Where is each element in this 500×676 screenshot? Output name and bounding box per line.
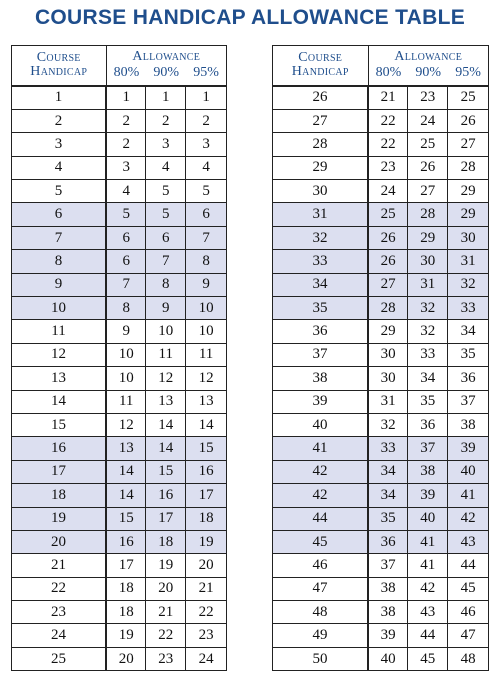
course-handicap-cell: 25	[12, 647, 107, 670]
course-handicap-cell: 10	[12, 297, 107, 320]
table-row	[12, 273, 227, 296]
table-row	[273, 320, 489, 343]
allowance-90-cell: 37	[408, 437, 448, 460]
allowance-95-cell: 15	[186, 437, 227, 460]
course-handicap-cell: 20	[12, 530, 107, 553]
table-row	[273, 390, 489, 413]
table-row	[273, 133, 489, 156]
allowance-90-cell: 44	[408, 624, 448, 647]
allowance-90-cell: 15	[146, 460, 186, 483]
table-row	[273, 647, 489, 670]
course-header-line1: Course	[36, 50, 81, 66]
course-header-line2: Handicap	[30, 64, 88, 80]
allowance-90-cell: 19	[146, 554, 186, 577]
allowance-90-cell: 8	[146, 273, 186, 296]
allowance-95-cell: 34	[448, 320, 489, 343]
page-title: COURSE HANDICAP ALLOWANCE TABLE	[34, 6, 466, 29]
allowance-80-cell: 30	[368, 367, 408, 390]
allowance-95-cell: 13	[186, 390, 227, 413]
table-row	[12, 530, 227, 553]
allowance-95-cell: 8	[186, 250, 227, 273]
allowance-95-cell: 43	[448, 530, 489, 553]
allowance-80-cell: 20	[106, 647, 146, 670]
allowance-95-cell: 33	[448, 297, 489, 320]
course-handicap-cell: 2	[12, 109, 107, 132]
allowance-90-cell: 43	[408, 601, 448, 624]
allowance-80-cell: 38	[368, 601, 408, 624]
allowance-90-cell: 4	[146, 156, 186, 179]
allowance-80-cell: 26	[368, 226, 408, 249]
allowance-80-cell: 38	[368, 577, 408, 600]
allowance-90-cell: 36	[408, 413, 448, 436]
allowance-90-cell: 41	[408, 530, 448, 553]
course-handicap-cell: 33	[273, 250, 369, 273]
allowance-header	[106, 46, 226, 86]
allowance-90-cell: 29	[408, 226, 448, 249]
allowance-80-cell: 29	[368, 320, 408, 343]
allowance-80-cell: 21	[368, 86, 408, 110]
course-handicap-cell: 50	[273, 647, 369, 670]
table-row	[12, 226, 227, 249]
allowance-80-cell: 10	[106, 367, 146, 390]
allowance-95-cell: 1	[186, 86, 227, 110]
allowance-header-label: Allowance	[394, 49, 463, 65]
course-handicap-cell: 39	[273, 390, 369, 413]
allowance-90-cell: 40	[408, 507, 448, 530]
course-header-line2: Handicap	[291, 64, 349, 80]
course-handicap-cell: 15	[12, 413, 107, 436]
allowance-90-cell: 30	[408, 250, 448, 273]
course-handicap-cell: 38	[273, 367, 369, 390]
table-row	[12, 460, 227, 483]
course-handicap-cell: 18	[12, 484, 107, 507]
allowance-95-cell: 42	[448, 507, 489, 530]
allowance-90-cell: 33	[408, 343, 448, 366]
course-handicap-cell: 37	[273, 343, 369, 366]
allowance-95-cell: 19	[186, 530, 227, 553]
course-handicap-cell: 24	[12, 624, 107, 647]
course-handicap-cell: 47	[273, 577, 369, 600]
allowance-95-cell: 32	[448, 273, 489, 296]
allowance-95-cell: 41	[448, 484, 489, 507]
allowance-80-cell: 1	[106, 86, 146, 110]
allowance-80-cell: 18	[106, 601, 146, 624]
course-handicap-cell: 36	[273, 320, 369, 343]
allowance-95-cell: 11	[186, 343, 227, 366]
allowance-90-cell: 17	[146, 507, 186, 530]
course-handicap-cell: 49	[273, 624, 369, 647]
allowance-95-cell: 45	[448, 577, 489, 600]
allowance-80-cell: 14	[106, 460, 146, 483]
table-row	[12, 647, 227, 670]
allowance-90-cell: 13	[146, 390, 186, 413]
pct-95-header: 95%	[193, 65, 219, 81]
allowance-95-cell: 37	[448, 390, 489, 413]
allowance-95-cell: 40	[448, 460, 489, 483]
course-handicap-cell: 14	[12, 390, 107, 413]
table-row	[12, 133, 227, 156]
allowance-80-cell: 19	[106, 624, 146, 647]
allowance-95-cell: 14	[186, 413, 227, 436]
allowance-80-cell: 14	[106, 484, 146, 507]
allowance-header	[368, 46, 488, 86]
allowance-90-cell: 1	[146, 86, 186, 110]
allowance-80-cell: 26	[368, 250, 408, 273]
allowance-95-cell: 16	[186, 460, 227, 483]
table-row	[273, 577, 489, 600]
table-row	[273, 601, 489, 624]
allowance-80-cell: 30	[368, 343, 408, 366]
allowance-95-cell: 36	[448, 367, 489, 390]
allowance-95-cell: 10	[186, 297, 227, 320]
course-handicap-cell: 1	[12, 86, 107, 110]
course-handicap-cell: 44	[273, 507, 369, 530]
course-handicap-cell: 26	[273, 86, 369, 110]
allowance-80-cell: 2	[106, 133, 146, 156]
allowance-90-cell: 12	[146, 367, 186, 390]
allowance-95-cell: 3	[186, 133, 227, 156]
table-row	[273, 367, 489, 390]
table-row	[273, 554, 489, 577]
allowance-95-cell: 26	[448, 109, 489, 132]
table-header	[273, 46, 489, 86]
course-handicap-cell: 3	[12, 133, 107, 156]
pct-80-header: 80%	[375, 65, 402, 81]
table-row	[273, 109, 489, 132]
allowance-80-cell: 12	[106, 413, 146, 436]
allowance-95-cell: 29	[448, 180, 489, 203]
table-row	[273, 460, 489, 483]
allowance-90-cell: 25	[408, 133, 448, 156]
allowance-95-cell: 30	[448, 226, 489, 249]
allowance-95-cell: 21	[186, 577, 227, 600]
allowance-90-cell: 41	[408, 554, 448, 577]
course-handicap-header	[273, 46, 369, 86]
allowance-90-cell: 16	[146, 484, 186, 507]
allowance-95-cell: 39	[448, 437, 489, 460]
allowance-95-cell: 10	[186, 320, 227, 343]
course-handicap-cell: 16	[12, 437, 107, 460]
allowance-95-cell: 2	[186, 109, 227, 132]
table-row	[273, 413, 489, 436]
course-handicap-cell: 19	[12, 507, 107, 530]
allowance-80-cell: 36	[368, 530, 408, 553]
allowance-80-cell: 33	[368, 437, 408, 460]
allowance-90-cell: 26	[408, 156, 448, 179]
allowance-95-cell: 35	[448, 343, 489, 366]
course-handicap-cell: 34	[273, 273, 369, 296]
allowance-80-cell: 4	[106, 180, 146, 203]
allowance-80-cell: 22	[368, 133, 408, 156]
allowance-80-cell: 25	[368, 203, 408, 226]
handicap-table-right	[272, 45, 489, 671]
table-row	[12, 156, 227, 179]
allowance-80-cell: 37	[368, 554, 408, 577]
course-handicap-cell: 12	[12, 343, 107, 366]
pct-80-header: 80%	[113, 65, 140, 81]
course-handicap-cell: 28	[273, 133, 369, 156]
table-row	[12, 250, 227, 273]
course-handicap-cell: 35	[273, 297, 369, 320]
allowance-80-cell: 34	[368, 484, 408, 507]
allowance-95-cell: 25	[448, 86, 489, 110]
allowance-80-cell: 39	[368, 624, 408, 647]
allowance-95-cell: 22	[186, 601, 227, 624]
course-handicap-cell: 22	[12, 577, 107, 600]
table-row	[273, 343, 489, 366]
allowance-80-cell: 32	[368, 413, 408, 436]
course-handicap-cell: 11	[12, 320, 107, 343]
course-handicap-cell: 7	[12, 226, 107, 249]
allowance-80-cell: 34	[368, 460, 408, 483]
allowance-80-cell: 7	[106, 273, 146, 296]
allowance-90-cell: 28	[408, 203, 448, 226]
allowance-80-cell: 28	[368, 297, 408, 320]
course-handicap-cell: 17	[12, 460, 107, 483]
table-row	[273, 437, 489, 460]
course-handicap-cell: 42	[273, 460, 369, 483]
course-handicap-cell: 29	[273, 156, 369, 179]
allowance-80-cell: 5	[106, 203, 146, 226]
allowance-95-cell: 12	[186, 367, 227, 390]
allowance-95-cell: 24	[186, 647, 227, 670]
allowance-95-cell: 18	[186, 507, 227, 530]
allowance-95-cell: 38	[448, 413, 489, 436]
allowance-95-cell: 7	[186, 226, 227, 249]
allowance-90-cell: 14	[146, 413, 186, 436]
table-row	[12, 343, 227, 366]
allowance-80-cell: 35	[368, 507, 408, 530]
allowance-80-cell: 27	[368, 273, 408, 296]
allowance-90-cell: 34	[408, 367, 448, 390]
allowance-90-cell: 27	[408, 180, 448, 203]
course-handicap-cell: 6	[12, 203, 107, 226]
table-row	[273, 484, 489, 507]
allowance-95-cell: 29	[448, 203, 489, 226]
allowance-95-cell: 20	[186, 554, 227, 577]
allowance-95-cell: 6	[186, 203, 227, 226]
table-row	[12, 624, 227, 647]
course-handicap-cell: 40	[273, 413, 369, 436]
course-handicap-cell: 9	[12, 273, 107, 296]
allowance-90-cell: 22	[146, 624, 186, 647]
allowance-90-cell: 6	[146, 226, 186, 249]
table-row	[273, 226, 489, 249]
course-handicap-cell: 27	[273, 109, 369, 132]
table-header	[12, 46, 227, 86]
handicap-table-left	[11, 45, 227, 671]
table-row	[273, 86, 489, 110]
course-handicap-cell: 48	[273, 601, 369, 624]
allowance-90-cell: 11	[146, 343, 186, 366]
table-row	[273, 203, 489, 226]
allowance-80-cell: 18	[106, 577, 146, 600]
allowance-90-cell: 23	[146, 647, 186, 670]
course-handicap-cell: 42	[273, 484, 369, 507]
table-row	[273, 250, 489, 273]
allowance-80-cell: 13	[106, 437, 146, 460]
allowance-95-cell: 28	[448, 156, 489, 179]
allowance-90-cell: 38	[408, 460, 448, 483]
allowance-90-cell: 2	[146, 109, 186, 132]
allowance-90-cell: 5	[146, 203, 186, 226]
allowance-90-cell: 18	[146, 530, 186, 553]
course-handicap-cell: 31	[273, 203, 369, 226]
course-handicap-cell: 45	[273, 530, 369, 553]
course-handicap-cell: 30	[273, 180, 369, 203]
allowance-90-cell: 42	[408, 577, 448, 600]
allowance-90-cell: 32	[408, 297, 448, 320]
allowance-95-cell: 31	[448, 250, 489, 273]
table-row	[273, 624, 489, 647]
allowance-80-cell: 11	[106, 390, 146, 413]
pct-90-header: 90%	[415, 65, 442, 81]
allowance-90-cell: 5	[146, 180, 186, 203]
table-row	[12, 437, 227, 460]
allowance-80-cell: 10	[106, 343, 146, 366]
allowance-80-cell: 22	[368, 109, 408, 132]
allowance-90-cell: 31	[408, 273, 448, 296]
allowance-90-cell: 23	[408, 86, 448, 110]
allowance-95-cell: 44	[448, 554, 489, 577]
allowance-90-cell: 35	[408, 390, 448, 413]
table-row	[12, 601, 227, 624]
course-handicap-header	[12, 46, 107, 86]
allowance-80-cell: 24	[368, 180, 408, 203]
allowance-90-cell: 9	[146, 297, 186, 320]
allowance-90-cell: 32	[408, 320, 448, 343]
allowance-90-cell: 39	[408, 484, 448, 507]
allowance-80-cell: 15	[106, 507, 146, 530]
allowance-80-cell: 6	[106, 226, 146, 249]
table-row	[12, 86, 227, 110]
course-handicap-cell: 13	[12, 367, 107, 390]
course-handicap-cell: 4	[12, 156, 107, 179]
allowance-90-cell: 45	[408, 647, 448, 670]
allowance-90-cell: 7	[146, 250, 186, 273]
course-handicap-cell: 46	[273, 554, 369, 577]
course-handicap-cell: 41	[273, 437, 369, 460]
table-row	[273, 273, 489, 296]
allowance-95-cell: 5	[186, 180, 227, 203]
table-row	[12, 367, 227, 390]
allowance-80-cell: 2	[106, 109, 146, 132]
allowance-95-cell: 17	[186, 484, 227, 507]
course-header-line1: Course	[298, 50, 343, 66]
table-row	[273, 507, 489, 530]
course-handicap-cell: 8	[12, 250, 107, 273]
allowance-header-label: Allowance	[132, 49, 201, 65]
table-row	[12, 554, 227, 577]
course-handicap-cell: 21	[12, 554, 107, 577]
allowance-80-cell: 16	[106, 530, 146, 553]
allowance-90-cell: 20	[146, 577, 186, 600]
course-handicap-cell: 23	[12, 601, 107, 624]
pct-95-header: 95%	[455, 65, 481, 81]
allowance-95-cell: 23	[186, 624, 227, 647]
table-row	[12, 320, 227, 343]
allowance-80-cell: 3	[106, 156, 146, 179]
allowance-80-cell: 6	[106, 250, 146, 273]
course-handicap-cell: 5	[12, 180, 107, 203]
allowance-80-cell: 31	[368, 390, 408, 413]
allowance-95-cell: 47	[448, 624, 489, 647]
allowance-80-cell: 23	[368, 156, 408, 179]
table-row	[12, 484, 227, 507]
allowance-90-cell: 10	[146, 320, 186, 343]
table-row	[12, 507, 227, 530]
table-row	[12, 577, 227, 600]
table-row	[273, 297, 489, 320]
allowance-95-cell: 4	[186, 156, 227, 179]
table-row	[273, 156, 489, 179]
table-row	[12, 180, 227, 203]
pct-90-header: 90%	[153, 65, 180, 81]
allowance-90-cell: 21	[146, 601, 186, 624]
table-row	[12, 203, 227, 226]
table-row	[12, 109, 227, 132]
table-row	[273, 180, 489, 203]
allowance-80-cell: 17	[106, 554, 146, 577]
allowance-90-cell: 14	[146, 437, 186, 460]
allowance-80-cell: 8	[106, 297, 146, 320]
table-row	[273, 530, 489, 553]
course-handicap-cell: 32	[273, 226, 369, 249]
table-row	[12, 297, 227, 320]
allowance-80-cell: 9	[106, 320, 146, 343]
allowance-95-cell: 46	[448, 601, 489, 624]
allowance-95-cell: 48	[448, 647, 489, 670]
allowance-90-cell: 24	[408, 109, 448, 132]
allowance-95-cell: 9	[186, 273, 227, 296]
allowance-90-cell: 3	[146, 133, 186, 156]
table-row	[12, 413, 227, 436]
table-row	[12, 390, 227, 413]
allowance-95-cell: 27	[448, 133, 489, 156]
allowance-80-cell: 40	[368, 647, 408, 670]
